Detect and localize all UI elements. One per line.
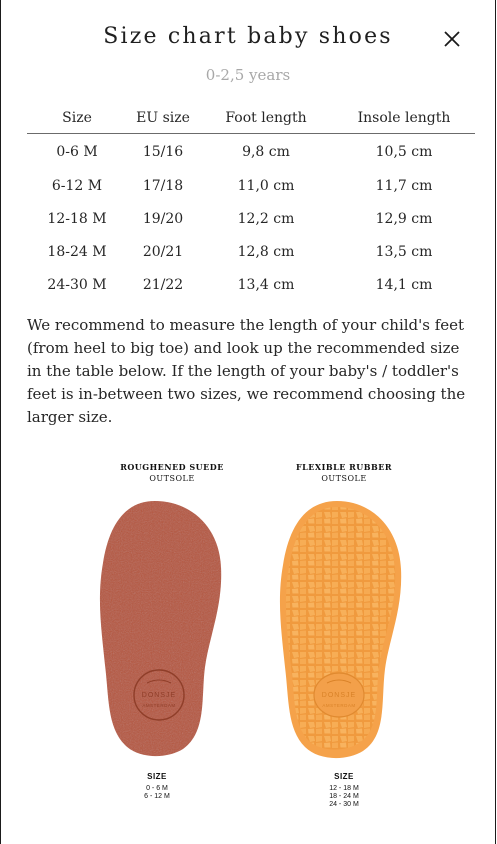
close-button[interactable] <box>442 29 462 49</box>
table-cell: 12,2 cm <box>237 210 295 227</box>
right-sole-label-line1: FLEXIBLE RUBBER <box>295 462 392 472</box>
table-row <box>27 235 475 268</box>
right-sole-brand: DONSJE <box>321 692 357 699</box>
table-header-row <box>27 103 475 134</box>
table-cell: 15/16 <box>142 143 184 160</box>
left-sole-label-line2: OUTSOLE <box>149 474 195 483</box>
table-cell: 14,1 cm <box>375 276 433 293</box>
table-cell: 17/18 <box>142 177 184 194</box>
table-cell: 11,7 cm <box>375 177 433 194</box>
right-sole-brand-sub: AMSTERDAM <box>322 703 356 708</box>
right-sole-label-line2: OUTSOLE <box>321 474 367 483</box>
table-cell: 9,8 cm <box>242 143 290 160</box>
list-item: 12 - 18 M <box>329 785 359 792</box>
table-cell: 12,8 cm <box>237 243 295 260</box>
suede-sole-image <box>97 497 225 759</box>
column-header-eu-size: EU size <box>127 103 199 134</box>
table-cell: 10,5 cm <box>375 143 433 160</box>
list-item: 6 - 12 M <box>144 793 170 800</box>
table-cell: 11,0 cm <box>237 177 295 194</box>
left-sole-brand-sub: AMSTERDAM <box>142 703 176 708</box>
table-cell: 6-12 M <box>51 177 103 194</box>
right-size-heading: SIZE <box>334 772 354 781</box>
table-cell: 19/20 <box>142 210 184 227</box>
size-table <box>27 103 475 301</box>
right-sole-label <box>269 461 419 485</box>
table-cell: 12,9 cm <box>375 210 433 227</box>
list-item: 24 - 30 M <box>329 801 359 808</box>
left-sole-label <box>97 461 247 485</box>
left-sole-brand: DONSJE <box>141 692 177 699</box>
column-header-foot-length: Foot length <box>199 103 333 134</box>
list-item: 0 - 6 M <box>146 785 168 792</box>
table-cell: 13,4 cm <box>237 276 295 293</box>
table-cell: 18-24 M <box>47 243 107 260</box>
left-sole-label-line1: ROUGHENED SUEDE <box>120 462 224 472</box>
modal-subtitle: 0-2,5 years <box>205 66 291 84</box>
left-sole-sizes <box>97 772 217 801</box>
table-cell: 13,5 cm <box>375 243 433 260</box>
table-row <box>27 268 475 301</box>
modal-title: Size chart baby shoes <box>103 24 393 49</box>
table-row <box>27 169 475 202</box>
table-cell: 0-6 M <box>56 143 98 160</box>
close-icon[interactable] <box>442 29 462 49</box>
table-cell: 21/22 <box>142 276 184 293</box>
table-cell: 20/21 <box>142 243 184 260</box>
sizing-recommendation: We recommend to measure the length of your child's feet (from heel to big toe) and look up the recommended size in the table below. If the length of your baby's / toddler's feet is in-between two sizes, we recommend choosing the larger size. <box>27 316 466 426</box>
table-cell: 12-18 M <box>47 210 107 227</box>
column-header-insole-length: Insole length <box>333 103 475 134</box>
table-cell: 24-30 M <box>47 276 107 293</box>
right-sole-sizes <box>284 772 404 809</box>
left-size-heading: SIZE <box>147 772 167 781</box>
column-header-size: Size <box>27 103 127 134</box>
rubber-sole-image <box>275 497 405 761</box>
table-row <box>27 202 475 235</box>
table-row <box>27 134 475 170</box>
list-item: 18 - 24 M <box>329 793 359 800</box>
